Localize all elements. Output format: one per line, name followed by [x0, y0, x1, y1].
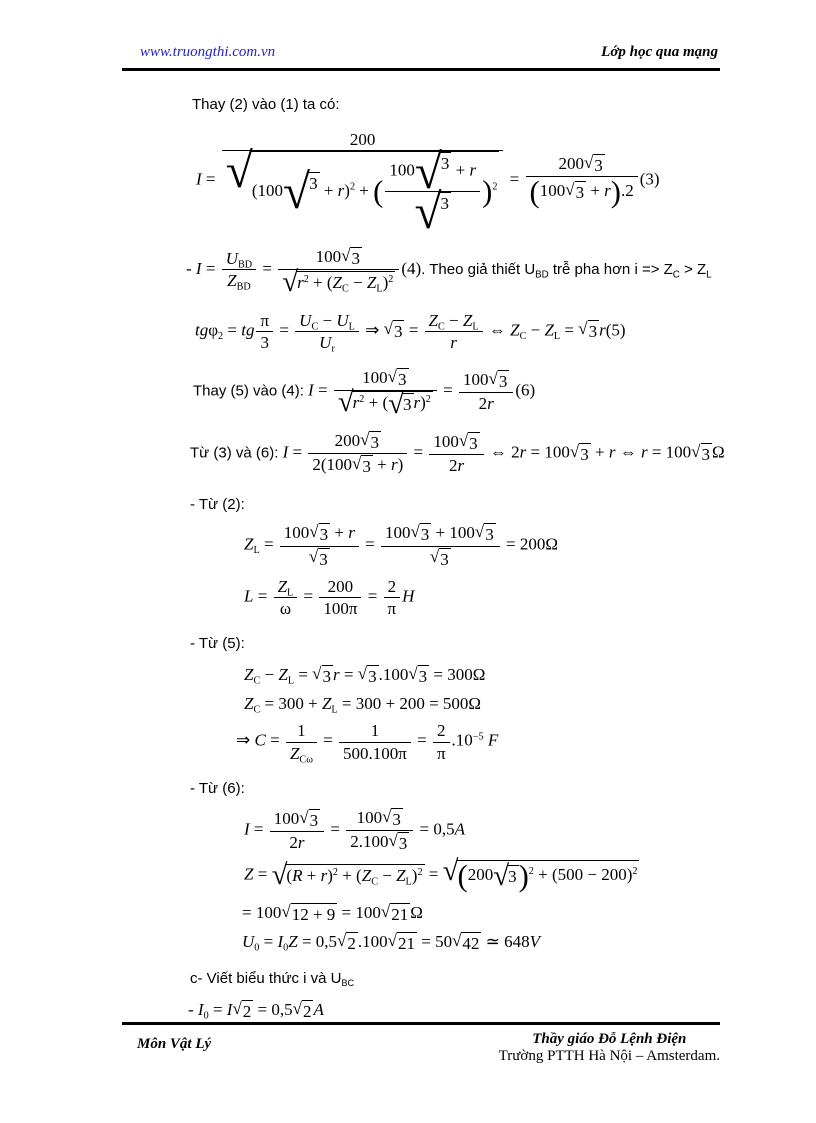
heading-tu-2: - Từ (2): [190, 495, 245, 513]
footer-rule [122, 1022, 720, 1025]
u0-value-line: $U_0 = I_0Z = 0,5$ √ 2 .100 √ 21 = 50 √ 42 ≃ 648V [242, 930, 541, 954]
footer-school: Trường PTTH Hà Nội – Amsterdam. [498, 1048, 720, 1064]
zl-formula-line: $Z_L$ = 100 √ 3 + r √ 3 = 100 √ 3 + 100 √ 3 √ 3 = 200Ω [244, 522, 558, 569]
heading-viet-bieu-thuc: c- Viết biểu thức i và $U_{BC}$ [190, 970, 355, 989]
page-header [140, 44, 718, 61]
footer-subject: Môn Vật Lý [137, 1036, 212, 1052]
heading-tu-6: - Từ (6): [190, 779, 245, 797]
footer-teacher: Thầy giáo Đỗ Lệnh Điện [532, 1031, 687, 1047]
eq-3-current-formula: I = 200 √ (100 √ 3 + r)$^2$ + ( 100 √ 3 + r √ 3 )$^2$ = 200 √ 3 (100 √ 3 + r).2 (3) [196, 129, 660, 240]
capacitance-line: ⇒ C = 1 $Z_{C\omega}$ = $\frac{1}{500.100\pi}$ = $\frac{2}{\pi}$ $.10^{-5}$ F [236, 721, 499, 766]
eq-4-ubd-formula: - I = $U_{BD}$ $Z_{BD}$ = 100 √ 3 √ $r^2 + (Z_C - Z_L)^2$ (4). Theo giả thiết $U_{BD}$ trễ pha hơn $i => Z_C > Z_L$ [186, 245, 712, 298]
eq-5-tg-phi-formula: tgφ$_2$ = tg $\frac{\pi}{3}$ = $\frac{U_C - U_L}{U_r}$ ⇒ √ 3 = $\frac{Z_C - Z_L}{r}$ ⇔ $Z_C - Z_L$ = √ 3 r(5) [195, 310, 626, 355]
site-url: www.truongthi.com.vn [140, 44, 276, 60]
i-value-line: I = 100 √ 3 2r = 100 √ 3 2.100 √ 3 = 0,5A [244, 806, 466, 853]
header-tagline: Lớp học qua mạng [601, 44, 718, 60]
header-rule [122, 68, 720, 71]
l-inductance-line: L = $\frac{Z_L}{\omega}$ = $\frac{200}{100\pi}$ = $\frac{2}{\pi}$ H [244, 576, 415, 618]
eq-6-thay-5-vao-4: Thay (5) vào (4): I = 100 √ 3 √ $r^2$ + ( √ 3 r)$^2$ = 100 √ 3 2r (6) [193, 367, 536, 420]
i0-value-line: - $I_0 = I$ √ 2 = 0,5 √ 2 A [188, 998, 324, 1022]
solution-content [0, 72, 816, 1022]
z-value-line: = 100 √ 12 + 9 = 100 √ 21 Ω [242, 901, 423, 924]
line-tu-3-va-6: Từ (3) và (6): I = 200 √ 3 2(100 √ 3 + r) = 100 √ 3 2r ⇔ 2r = 100 √ 3 + r ⇔ r = 100 √ 3 Ω [190, 430, 725, 477]
heading-tu-5: - Từ (5): [190, 635, 245, 653]
line-thay-2-vao-1: Thay (2) vào (1) ta có: [192, 96, 340, 113]
footer-author-block [499, 1031, 720, 1065]
zc-minus-zl-line: $Z_C - Z_L$ = √ 3 r = √ 3 .100 √ 3 = 300Ω [244, 663, 486, 687]
zc-value-line: $Z_C = 300 + Z_L = 300 + 200 = 500\Omega$ [244, 694, 482, 716]
z-impedance-line: Z = √ $(R + r)^2 + (Z_C - Z_L)^2$ = √ (200 √ 3 )$^2 + (500 - 200)^2$ [244, 855, 638, 894]
